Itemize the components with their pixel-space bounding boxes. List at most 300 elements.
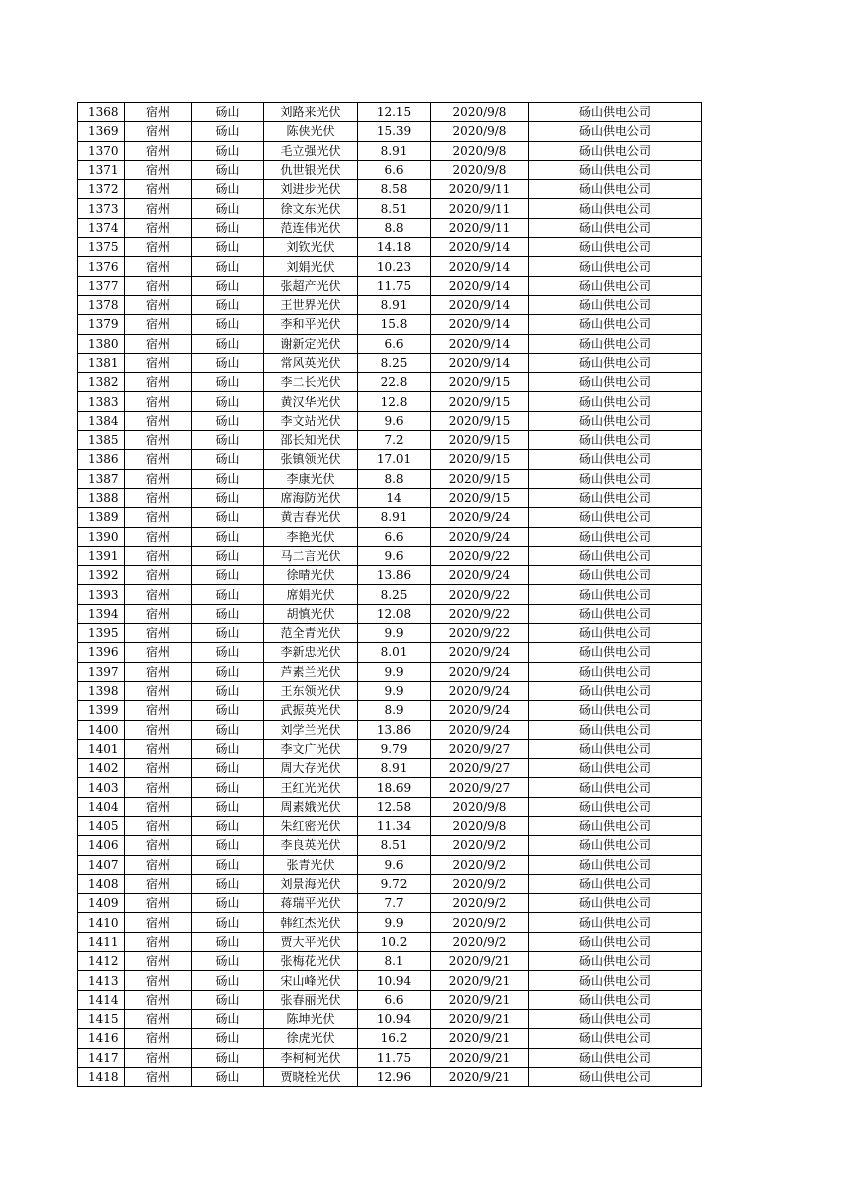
row-number: 1374 (78, 218, 125, 237)
date-cell: 2020/9/24 (431, 527, 529, 546)
date-cell: 2020/9/2 (431, 913, 529, 932)
project-name-cell: 胡慎光伏 (264, 604, 358, 623)
company-cell: 砀山供电公司 (529, 373, 702, 392)
county-cell: 砀山 (192, 295, 264, 314)
county-cell: 砀山 (192, 276, 264, 295)
county-cell: 砀山 (192, 546, 264, 565)
date-cell: 2020/9/15 (431, 411, 529, 430)
table-row (78, 1029, 702, 1048)
capacity-cell: 12.15 (358, 103, 431, 122)
project-name-cell: 张镇领光伏 (264, 450, 358, 469)
city-cell: 宿州 (125, 836, 192, 855)
capacity-cell: 10.94 (358, 1009, 431, 1028)
capacity-cell: 8.8 (358, 469, 431, 488)
table-row (78, 218, 702, 237)
row-number: 1386 (78, 450, 125, 469)
row-number: 1372 (78, 180, 125, 199)
project-name-cell: 黄吉春光伏 (264, 508, 358, 527)
date-cell: 2020/9/21 (431, 1067, 529, 1086)
county-cell: 砀山 (192, 160, 264, 179)
capacity-cell: 8.51 (358, 836, 431, 855)
county-cell: 砀山 (192, 1009, 264, 1028)
city-cell: 宿州 (125, 990, 192, 1009)
row-number: 1370 (78, 141, 125, 160)
city-cell: 宿州 (125, 778, 192, 797)
county-cell: 砀山 (192, 836, 264, 855)
table-row (78, 488, 702, 507)
row-number: 1395 (78, 624, 125, 643)
capacity-cell: 11.75 (358, 1048, 431, 1067)
city-cell: 宿州 (125, 373, 192, 392)
city-cell: 宿州 (125, 334, 192, 353)
project-name-cell: 周大存光伏 (264, 759, 358, 778)
city-cell: 宿州 (125, 431, 192, 450)
capacity-cell: 16.2 (358, 1029, 431, 1048)
project-name-cell: 张青光伏 (264, 855, 358, 874)
city-cell: 宿州 (125, 874, 192, 893)
city-cell: 宿州 (125, 392, 192, 411)
project-name-cell: 李文站光伏 (264, 411, 358, 430)
row-number: 1409 (78, 894, 125, 913)
date-cell: 2020/9/8 (431, 816, 529, 835)
county-cell: 砀山 (192, 392, 264, 411)
county-cell: 砀山 (192, 238, 264, 257)
project-name-cell: 贾晓栓光伏 (264, 1067, 358, 1086)
county-cell: 砀山 (192, 855, 264, 874)
county-cell: 砀山 (192, 585, 264, 604)
city-cell: 宿州 (125, 971, 192, 990)
capacity-cell: 18.69 (358, 778, 431, 797)
project-name-cell: 李柯柯光伏 (264, 1048, 358, 1067)
county-cell: 砀山 (192, 488, 264, 507)
table-row (78, 874, 702, 893)
county-cell: 砀山 (192, 681, 264, 700)
table-row (78, 990, 702, 1009)
date-cell: 2020/9/21 (431, 952, 529, 971)
company-cell: 砀山供电公司 (529, 643, 702, 662)
table-row (78, 836, 702, 855)
county-cell: 砀山 (192, 141, 264, 160)
capacity-cell: 13.86 (358, 566, 431, 585)
date-cell: 2020/9/8 (431, 122, 529, 141)
county-cell: 砀山 (192, 450, 264, 469)
company-cell: 砀山供电公司 (529, 257, 702, 276)
capacity-cell: 6.6 (358, 334, 431, 353)
city-cell: 宿州 (125, 585, 192, 604)
city-cell: 宿州 (125, 739, 192, 758)
date-cell: 2020/9/14 (431, 276, 529, 295)
date-cell: 2020/9/15 (431, 392, 529, 411)
county-cell: 砀山 (192, 759, 264, 778)
project-name-cell: 刘景海光伏 (264, 874, 358, 893)
project-name-cell: 刘钦光伏 (264, 238, 358, 257)
project-name-cell: 武振英光伏 (264, 701, 358, 720)
city-cell: 宿州 (125, 353, 192, 372)
row-number: 1404 (78, 797, 125, 816)
row-number: 1396 (78, 643, 125, 662)
table-row (78, 797, 702, 816)
county-cell: 砀山 (192, 373, 264, 392)
row-number: 1405 (78, 816, 125, 835)
table-row (78, 759, 702, 778)
capacity-cell: 9.9 (358, 681, 431, 700)
row-number: 1378 (78, 295, 125, 314)
company-cell: 砀山供电公司 (529, 1009, 702, 1028)
row-number: 1391 (78, 546, 125, 565)
row-number: 1403 (78, 778, 125, 797)
company-cell: 砀山供电公司 (529, 797, 702, 816)
city-cell: 宿州 (125, 566, 192, 585)
city-cell: 宿州 (125, 894, 192, 913)
row-number: 1390 (78, 527, 125, 546)
date-cell: 2020/9/22 (431, 546, 529, 565)
company-cell: 砀山供电公司 (529, 392, 702, 411)
company-cell: 砀山供电公司 (529, 701, 702, 720)
capacity-cell: 8.91 (358, 508, 431, 527)
date-cell: 2020/9/14 (431, 315, 529, 334)
company-cell: 砀山供电公司 (529, 585, 702, 604)
table-row (78, 508, 702, 527)
date-cell: 2020/9/22 (431, 624, 529, 643)
table-body (78, 103, 702, 1087)
project-name-cell: 李艳光伏 (264, 527, 358, 546)
date-cell: 2020/9/8 (431, 103, 529, 122)
capacity-cell: 8.25 (358, 585, 431, 604)
county-cell: 砀山 (192, 932, 264, 951)
capacity-cell: 8.8 (358, 218, 431, 237)
county-cell: 砀山 (192, 431, 264, 450)
row-number: 1381 (78, 353, 125, 372)
capacity-cell: 15.8 (358, 315, 431, 334)
capacity-cell: 9.79 (358, 739, 431, 758)
company-cell: 砀山供电公司 (529, 894, 702, 913)
county-cell: 砀山 (192, 1067, 264, 1086)
data-table (77, 102, 702, 1087)
city-cell: 宿州 (125, 759, 192, 778)
row-number: 1406 (78, 836, 125, 855)
project-name-cell: 黄汉华光伏 (264, 392, 358, 411)
company-cell: 砀山供电公司 (529, 1067, 702, 1086)
project-name-cell: 徐文东光伏 (264, 199, 358, 218)
city-cell: 宿州 (125, 1048, 192, 1067)
table-row (78, 662, 702, 681)
project-name-cell: 蒋瑞平光伏 (264, 894, 358, 913)
table-row (78, 450, 702, 469)
date-cell: 2020/9/2 (431, 836, 529, 855)
city-cell: 宿州 (125, 681, 192, 700)
capacity-cell: 11.34 (358, 816, 431, 835)
capacity-cell: 9.6 (358, 411, 431, 430)
capacity-cell: 8.58 (358, 180, 431, 199)
city-cell: 宿州 (125, 103, 192, 122)
table-row (78, 816, 702, 835)
table-row (78, 199, 702, 218)
table-row (78, 257, 702, 276)
capacity-cell: 7.2 (358, 431, 431, 450)
row-number: 1380 (78, 334, 125, 353)
table-row (78, 971, 702, 990)
row-number: 1415 (78, 1009, 125, 1028)
table-row (78, 180, 702, 199)
date-cell: 2020/9/8 (431, 797, 529, 816)
project-name-cell: 朱红密光伏 (264, 816, 358, 835)
county-cell: 砀山 (192, 816, 264, 835)
capacity-cell: 10.23 (358, 257, 431, 276)
county-cell: 砀山 (192, 508, 264, 527)
project-name-cell: 李康光伏 (264, 469, 358, 488)
city-cell: 宿州 (125, 1029, 192, 1048)
city-cell: 宿州 (125, 797, 192, 816)
table-row (78, 952, 702, 971)
county-cell: 砀山 (192, 894, 264, 913)
company-cell: 砀山供电公司 (529, 855, 702, 874)
capacity-cell: 6.6 (358, 990, 431, 1009)
table-row (78, 546, 702, 565)
capacity-cell: 12.96 (358, 1067, 431, 1086)
project-name-cell: 陈侠光伏 (264, 122, 358, 141)
row-number: 1407 (78, 855, 125, 874)
city-cell: 宿州 (125, 662, 192, 681)
company-cell: 砀山供电公司 (529, 469, 702, 488)
table-row (78, 701, 702, 720)
table-row (78, 431, 702, 450)
company-cell: 砀山供电公司 (529, 566, 702, 585)
company-cell: 砀山供电公司 (529, 238, 702, 257)
row-number: 1399 (78, 701, 125, 720)
date-cell: 2020/9/24 (431, 662, 529, 681)
company-cell: 砀山供电公司 (529, 836, 702, 855)
date-cell: 2020/9/27 (431, 778, 529, 797)
row-number: 1417 (78, 1048, 125, 1067)
project-name-cell: 常风英光伏 (264, 353, 358, 372)
date-cell: 2020/9/11 (431, 180, 529, 199)
city-cell: 宿州 (125, 604, 192, 623)
county-cell: 砀山 (192, 103, 264, 122)
county-cell: 砀山 (192, 662, 264, 681)
company-cell: 砀山供电公司 (529, 971, 702, 990)
row-number: 1387 (78, 469, 125, 488)
capacity-cell: 13.86 (358, 720, 431, 739)
city-cell: 宿州 (125, 488, 192, 507)
table-row (78, 392, 702, 411)
company-cell: 砀山供电公司 (529, 778, 702, 797)
capacity-cell: 15.39 (358, 122, 431, 141)
county-cell: 砀山 (192, 624, 264, 643)
table-row (78, 276, 702, 295)
table-row (78, 894, 702, 913)
date-cell: 2020/9/24 (431, 720, 529, 739)
capacity-cell: 12.8 (358, 392, 431, 411)
row-number: 1368 (78, 103, 125, 122)
table-row (78, 238, 702, 257)
row-number: 1379 (78, 315, 125, 334)
capacity-cell: 8.25 (358, 353, 431, 372)
date-cell: 2020/9/27 (431, 739, 529, 758)
company-cell: 砀山供电公司 (529, 103, 702, 122)
company-cell: 砀山供电公司 (529, 276, 702, 295)
date-cell: 2020/9/2 (431, 932, 529, 951)
county-cell: 砀山 (192, 353, 264, 372)
row-number: 1376 (78, 257, 125, 276)
capacity-cell: 9.9 (358, 913, 431, 932)
company-cell: 砀山供电公司 (529, 720, 702, 739)
date-cell: 2020/9/21 (431, 971, 529, 990)
capacity-cell: 7.7 (358, 894, 431, 913)
county-cell: 砀山 (192, 469, 264, 488)
city-cell: 宿州 (125, 546, 192, 565)
company-cell: 砀山供电公司 (529, 913, 702, 932)
county-cell: 砀山 (192, 1029, 264, 1048)
row-number: 1369 (78, 122, 125, 141)
project-name-cell: 贾大平光伏 (264, 932, 358, 951)
county-cell: 砀山 (192, 566, 264, 585)
table-row (78, 1009, 702, 1028)
company-cell: 砀山供电公司 (529, 295, 702, 314)
capacity-cell: 10.94 (358, 971, 431, 990)
county-cell: 砀山 (192, 720, 264, 739)
project-name-cell: 周素娥光伏 (264, 797, 358, 816)
city-cell: 宿州 (125, 508, 192, 527)
county-cell: 砀山 (192, 990, 264, 1009)
project-name-cell: 张春丽光伏 (264, 990, 358, 1009)
date-cell: 2020/9/11 (431, 199, 529, 218)
table-row (78, 913, 702, 932)
project-name-cell: 范连伟光伏 (264, 218, 358, 237)
company-cell: 砀山供电公司 (529, 527, 702, 546)
capacity-cell: 8.9 (358, 701, 431, 720)
city-cell: 宿州 (125, 1067, 192, 1086)
date-cell: 2020/9/21 (431, 990, 529, 1009)
row-number: 1398 (78, 681, 125, 700)
project-name-cell: 马二言光伏 (264, 546, 358, 565)
table-row (78, 720, 702, 739)
row-number: 1414 (78, 990, 125, 1009)
table-row (78, 739, 702, 758)
project-name-cell: 刘进步光伏 (264, 180, 358, 199)
capacity-cell: 9.6 (358, 546, 431, 565)
date-cell: 2020/9/15 (431, 469, 529, 488)
city-cell: 宿州 (125, 295, 192, 314)
date-cell: 2020/9/21 (431, 1048, 529, 1067)
row-number: 1413 (78, 971, 125, 990)
project-name-cell: 韩红杰光伏 (264, 913, 358, 932)
date-cell: 2020/9/14 (431, 334, 529, 353)
table-row (78, 411, 702, 430)
city-cell: 宿州 (125, 1009, 192, 1028)
table-row (78, 160, 702, 179)
city-cell: 宿州 (125, 180, 192, 199)
county-cell: 砀山 (192, 701, 264, 720)
company-cell: 砀山供电公司 (529, 218, 702, 237)
company-cell: 砀山供电公司 (529, 662, 702, 681)
company-cell: 砀山供电公司 (529, 315, 702, 334)
city-cell: 宿州 (125, 411, 192, 430)
row-number: 1397 (78, 662, 125, 681)
table-row (78, 643, 702, 662)
capacity-cell: 8.91 (358, 295, 431, 314)
table-row (78, 681, 702, 700)
table-row (78, 353, 702, 372)
city-cell: 宿州 (125, 199, 192, 218)
date-cell: 2020/9/14 (431, 295, 529, 314)
table-row (78, 1067, 702, 1086)
county-cell: 砀山 (192, 1048, 264, 1067)
company-cell: 砀山供电公司 (529, 431, 702, 450)
row-number: 1375 (78, 238, 125, 257)
county-cell: 砀山 (192, 527, 264, 546)
county-cell: 砀山 (192, 952, 264, 971)
county-cell: 砀山 (192, 180, 264, 199)
project-name-cell: 王世界光伏 (264, 295, 358, 314)
project-name-cell: 芦素兰光伏 (264, 662, 358, 681)
company-cell: 砀山供电公司 (529, 488, 702, 507)
table-row (78, 624, 702, 643)
company-cell: 砀山供电公司 (529, 604, 702, 623)
city-cell: 宿州 (125, 643, 192, 662)
county-cell: 砀山 (192, 199, 264, 218)
row-number: 1393 (78, 585, 125, 604)
row-number: 1411 (78, 932, 125, 951)
table-row (78, 1048, 702, 1067)
company-cell: 砀山供电公司 (529, 122, 702, 141)
project-name-cell: 李和平光伏 (264, 315, 358, 334)
date-cell: 2020/9/8 (431, 160, 529, 179)
project-name-cell: 徐虎光伏 (264, 1029, 358, 1048)
date-cell: 2020/9/24 (431, 508, 529, 527)
city-cell: 宿州 (125, 160, 192, 179)
date-cell: 2020/9/2 (431, 855, 529, 874)
city-cell: 宿州 (125, 624, 192, 643)
county-cell: 砀山 (192, 874, 264, 893)
city-cell: 宿州 (125, 816, 192, 835)
project-name-cell: 刘路来光伏 (264, 103, 358, 122)
row-number: 1389 (78, 508, 125, 527)
date-cell: 2020/9/22 (431, 604, 529, 623)
company-cell: 砀山供电公司 (529, 450, 702, 469)
project-name-cell: 李新忠光伏 (264, 643, 358, 662)
project-name-cell: 范全青光伏 (264, 624, 358, 643)
project-name-cell: 席海防光伏 (264, 488, 358, 507)
row-number: 1385 (78, 431, 125, 450)
company-cell: 砀山供电公司 (529, 759, 702, 778)
row-number: 1401 (78, 739, 125, 758)
row-number: 1408 (78, 874, 125, 893)
row-number: 1416 (78, 1029, 125, 1048)
row-number: 1382 (78, 373, 125, 392)
table-row (78, 778, 702, 797)
city-cell: 宿州 (125, 141, 192, 160)
company-cell: 砀山供电公司 (529, 508, 702, 527)
row-number: 1388 (78, 488, 125, 507)
project-name-cell: 徐晴光伏 (264, 566, 358, 585)
city-cell: 宿州 (125, 469, 192, 488)
county-cell: 砀山 (192, 257, 264, 276)
date-cell: 2020/9/24 (431, 643, 529, 662)
company-cell: 砀山供电公司 (529, 739, 702, 758)
county-cell: 砀山 (192, 218, 264, 237)
row-number: 1410 (78, 913, 125, 932)
date-cell: 2020/9/15 (431, 373, 529, 392)
company-cell: 砀山供电公司 (529, 624, 702, 643)
date-cell: 2020/9/14 (431, 353, 529, 372)
capacity-cell: 6.6 (358, 160, 431, 179)
project-name-cell: 宋山峰光伏 (264, 971, 358, 990)
capacity-cell: 22.8 (358, 373, 431, 392)
city-cell: 宿州 (125, 701, 192, 720)
project-name-cell: 邵长知光伏 (264, 431, 358, 450)
project-name-cell: 李良英光伏 (264, 836, 358, 855)
project-name-cell: 毛立强光伏 (264, 141, 358, 160)
